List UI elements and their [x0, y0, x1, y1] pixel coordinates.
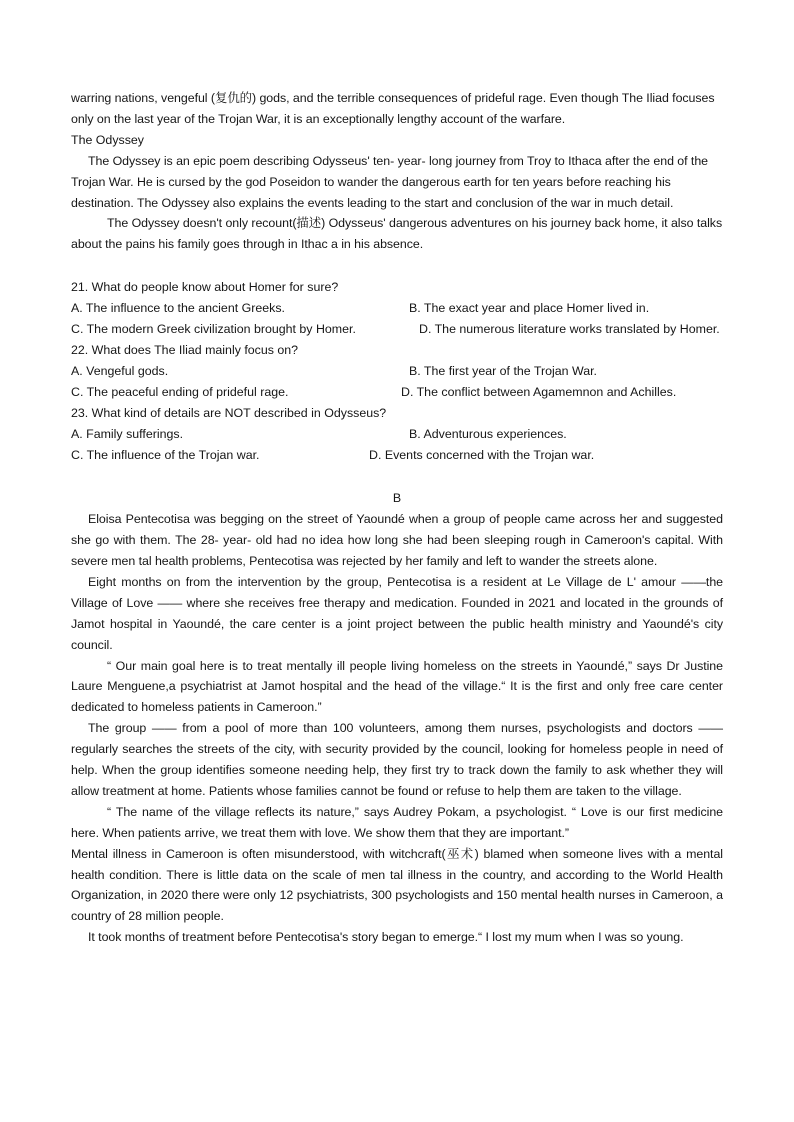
question-22-option-c[interactable]: C. The peaceful ending of prideful rage. — [71, 385, 289, 400]
question-21-option-c[interactable]: C. The modern Greek civilization brought by Homer. — [71, 322, 356, 337]
question-21-options-row-2 — [71, 319, 723, 340]
question-21-options-row-1 — [71, 298, 723, 319]
spacer-before-questions — [71, 255, 723, 277]
question-22-options-row-2 — [71, 382, 723, 403]
question-23-option-d[interactable]: D. Events concerned with the Trojan war. — [369, 448, 595, 463]
question-22-stem: 22. What does The Iliad mainly focus on? — [71, 343, 299, 358]
passage-a-paragraph-1: The Odyssey is an epic poem describing Odysseus' ten- year- long journey from Troy to Ithaca after the end of the Trojan War. He is cursed by the god Poseidon to wander the dangerous earth for ten years before reaching his destination. The Odyssey also explains the events leading to the start and conclusion of the war in much detail. — [71, 153, 709, 210]
question-23-options-row-2 — [71, 445, 723, 466]
passage-b-paragraph-7: It took months of treatment before Pentecotisa's story began to emerge.“ I lost my mum when I was so young. — [88, 930, 684, 945]
question-22-option-b[interactable]: B. The first year of the Trojan War. — [409, 364, 597, 379]
question-22-options-row-1 — [71, 361, 723, 382]
passage-b-paragraph-6: Mental illness in Cameroon is often misunderstood, with witchcraft(巫术) blamed when someone lives with a mental health condition. There is little data on the scale of men tal illness in the country, and according to the World Health Organization, in 2020 there were only 12 psychiatrists, 300 psychologists and 150 mental health nurses in Cameroon, a country of 28 million people. — [71, 846, 723, 924]
question-23-option-a[interactable]: A. Family sufferings. — [71, 427, 184, 442]
passage-a-subheading: The Odyssey — [71, 132, 144, 147]
question-21-option-d[interactable]: D. The numerous literature works translated by Homer. — [419, 322, 720, 337]
question-23-options-row-1 — [71, 424, 723, 445]
question-21-option-a[interactable]: A. The influence to the ancient Greeks. — [71, 301, 285, 316]
question-23-option-b[interactable]: B. Adventurous experiences. — [409, 427, 567, 442]
question-21-stem: 21. What do people know about Homer for sure? — [71, 280, 339, 295]
page-content — [71, 88, 723, 948]
passage-b-paragraph-3: “ Our main goal here is to treat mentally ill people living homeless on the streets in Yaoundé,” says Dr Justine Laure Menguene,a psychiatrist at Jamot hospital and the head of the village.“ It is the first and only free care center dedicated to homeless patients in Cameroon.” — [71, 658, 723, 715]
question-22 — [71, 340, 723, 403]
passage-b-paragraph-1: Eloisa Pentecotisa was begging on the street of Yaoundé when a group of people came across her and suggested she go with them. The 28- year- old had no idea how long she had been sleeping rough in Cameroon's capital. With severe men tal health problems, Pentecotisa was rejected by her family and left to wander the streets alone. — [71, 512, 723, 568]
question-22-option-a[interactable]: A. Vengeful gods. — [71, 364, 169, 379]
question-23-option-c[interactable]: C. The influence of the Trojan war. — [71, 448, 260, 463]
passage-a-continued-paragraph: warring nations, vengeful (复仇的) gods, and the terrible consequences of prideful rage. Even though The Iliad focuses only on the last year of the Trojan War, it is an exceptionally lengthy account of the warfare. — [71, 91, 715, 126]
passage-b-paragraph-5: “ The name of the village reflects its nature,” says Audrey Pokam, a psychologist. “ Love is our first medicine here. When patients arrive, we treat them with love. We show them that they are important.” — [71, 804, 723, 840]
spacer-before-passage-b — [71, 466, 723, 488]
question-21 — [71, 277, 723, 340]
question-23 — [71, 403, 723, 466]
passage-b-paragraph-2: Eight months on from the intervention by the group, Pentecotisa is a resident at Le Village de L' amour ——the Village of Love —— where she receives free therapy and medication. Founded in 2021 and located in the grounds of Jamot hospital in Yaoundé, the care center is a joint project between the public health ministry and Yaoundé's city council. — [71, 574, 723, 652]
question-22-option-d[interactable]: D. The conflict between Agamemnon and Achilles. — [401, 385, 677, 400]
passage-a-paragraph-2: The Odyssey doesn't only recount(描述) Odysseus' dangerous adventures on his journey back home, it also talks about the pains his family goes through in Ithac a in his absence. — [71, 216, 723, 252]
passage-b-paragraph-4: The group —— from a pool of more than 100 volunteers, among them nurses, psychologists and doctors —— regularly searches the streets of the city, with security provided by the council, looking for homeless people in need of help. When the group identifies someone needing help, they first try to track down the family to ask whether they will allow treatment at home. Patients whose families cannot be found or refuse to help them are taken to the village. — [71, 721, 723, 798]
passage-b-label: B — [392, 491, 402, 506]
question-21-option-b[interactable]: B. The exact year and place Homer lived in. — [409, 301, 650, 316]
question-23-stem: 23. What kind of details are NOT described in Odysseus? — [71, 406, 387, 421]
